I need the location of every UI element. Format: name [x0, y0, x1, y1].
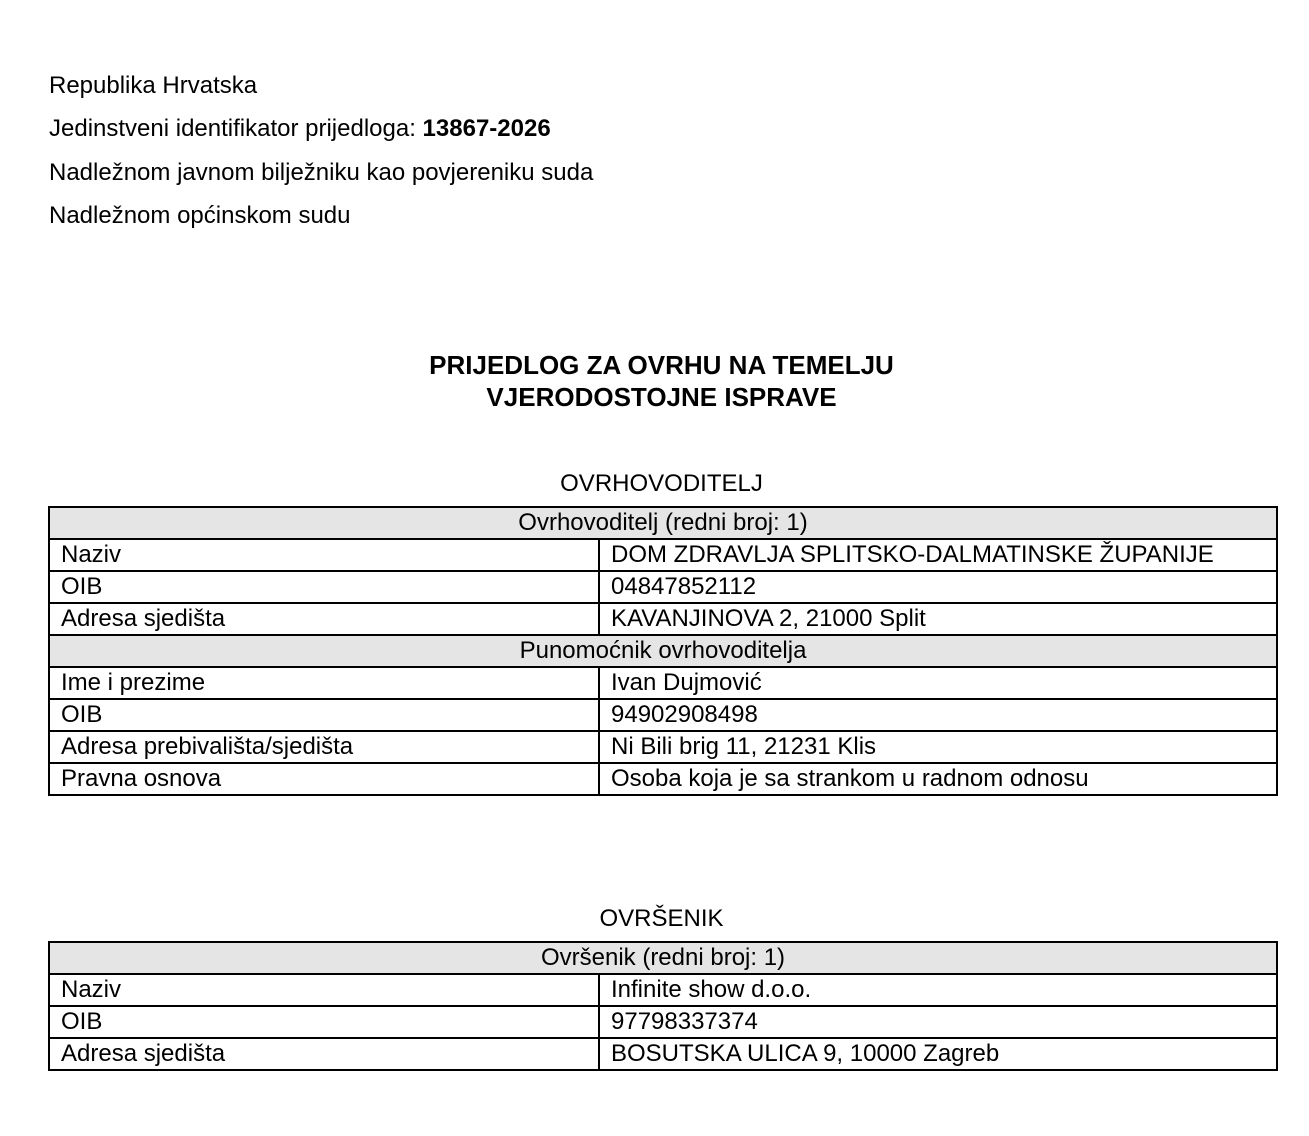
title-line-1: PRIJEDLOG ZA OVRHU NA TEMELJU — [429, 350, 894, 380]
header-recipient-court: Nadležnom općinskom sudu — [49, 202, 351, 229]
row-value: 04847852112 — [599, 571, 1277, 603]
row-value: 97798337374 — [599, 1006, 1277, 1038]
table-row — [49, 1038, 1277, 1070]
table-row — [49, 507, 1277, 539]
attorney-group-header: Punomoćnik ovrhovoditelja — [49, 635, 1277, 667]
row-label: Adresa prebivališta/sjedišta — [49, 731, 599, 763]
creditor-group-header: Ovrhovoditelj (redni broj: 1) — [49, 507, 1277, 539]
table-row — [49, 635, 1277, 667]
table-row — [49, 942, 1277, 974]
header-identifier — [49, 115, 551, 143]
header-recipient-notary: Nadležnom javnom bilježniku kao povjereniku suda — [49, 159, 594, 186]
document-title — [0, 349, 1309, 413]
creditor-section-heading: OVRHOVODITELJ — [560, 470, 763, 497]
debtor-section-heading: OVRŠENIK — [599, 905, 724, 932]
row-value: Ni Bili brig 11, 21231 Klis — [599, 731, 1277, 763]
row-value: Infinite show d.o.o. — [599, 974, 1277, 1006]
row-label: Pravna osnova — [49, 763, 599, 795]
table-row — [49, 667, 1277, 699]
table-row — [49, 571, 1277, 603]
row-value: 94902908498 — [599, 699, 1277, 731]
row-value: DOM ZDRAVLJA SPLITSKO-DALMATINSKE ŽUPANIJE — [599, 539, 1277, 571]
table-row — [49, 699, 1277, 731]
row-label: Adresa sjedišta — [49, 603, 599, 635]
row-label: Adresa sjedišta — [49, 1038, 599, 1070]
row-label: Naziv — [49, 539, 599, 571]
row-label: OIB — [49, 1006, 599, 1038]
debtor-table — [48, 941, 1278, 1071]
row-label: OIB — [49, 699, 599, 731]
identifier-label: Jedinstveni identifikator prijedloga: — [49, 115, 423, 142]
table-row — [49, 974, 1277, 1006]
row-value: Osoba koja je sa strankom u radnom odnosu — [599, 763, 1277, 795]
table-row — [49, 539, 1277, 571]
row-label: OIB — [49, 571, 599, 603]
table-row — [49, 763, 1277, 795]
row-value: KAVANJINOVA 2, 21000 Split — [599, 603, 1277, 635]
title-line-2: VJERODOSTOJNE ISPRAVE — [486, 382, 837, 412]
table-row — [49, 603, 1277, 635]
table-row — [49, 731, 1277, 763]
debtor-group-header: Ovršenik (redni broj: 1) — [49, 942, 1277, 974]
row-label: Naziv — [49, 974, 599, 1006]
identifier-value: 13867-2026 — [422, 115, 551, 142]
table-row — [49, 1006, 1277, 1038]
creditor-table — [48, 506, 1278, 796]
row-label: Ime i prezime — [49, 667, 599, 699]
row-value: Ivan Dujmović — [599, 667, 1277, 699]
header-country: Republika Hrvatska — [49, 72, 258, 99]
row-value: BOSUTSKA ULICA 9, 10000 Zagreb — [599, 1038, 1277, 1070]
